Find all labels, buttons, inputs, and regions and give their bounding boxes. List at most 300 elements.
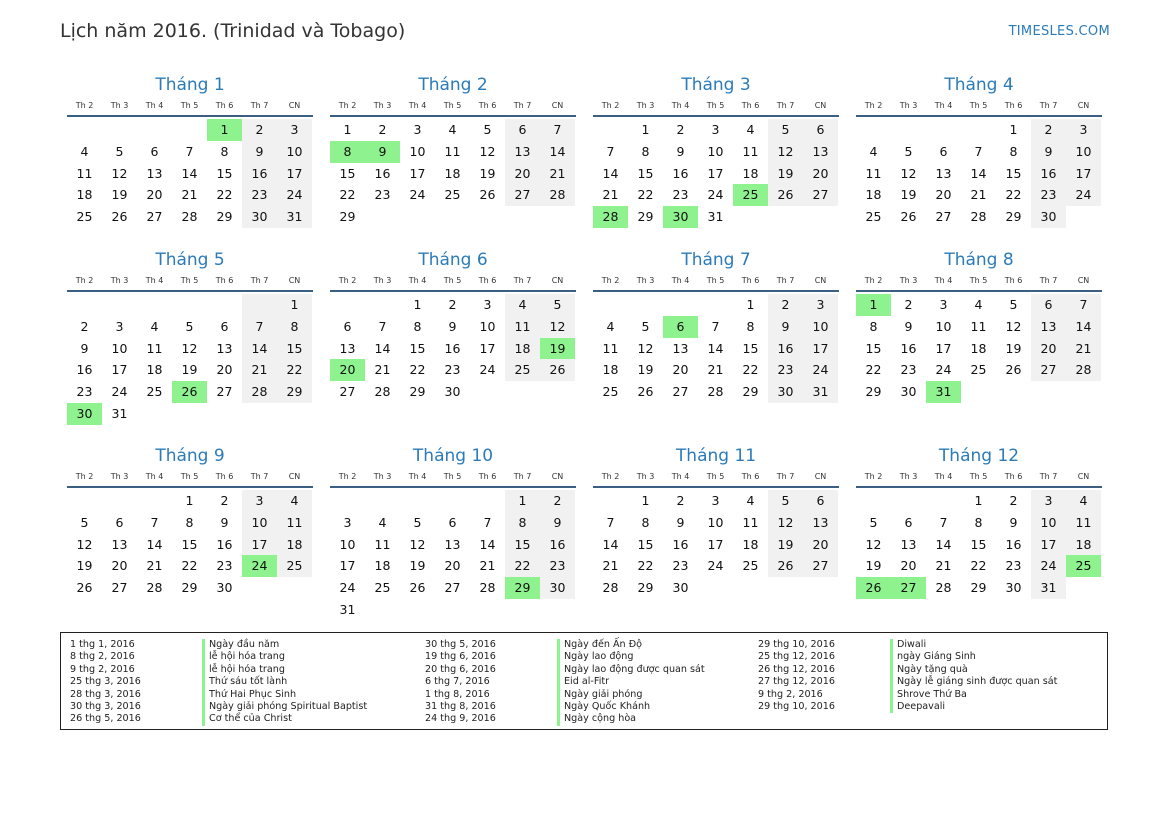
day-cell: 10 bbox=[707, 143, 724, 159]
day-cell: 26 bbox=[409, 580, 426, 596]
day-cell: 24 bbox=[339, 580, 356, 596]
day-grid bbox=[330, 294, 575, 403]
day-cell: 4 bbox=[746, 493, 755, 508]
day-cell: 20 bbox=[111, 558, 128, 574]
day-cell: 21 bbox=[540, 163, 575, 185]
day-cell: 23 bbox=[216, 558, 233, 574]
day-cell: 13 bbox=[339, 340, 356, 356]
weekday-label: Th 2 bbox=[864, 101, 883, 110]
empty-cell bbox=[67, 490, 102, 512]
day-cell: 8 bbox=[505, 512, 540, 534]
day-cell: 14 bbox=[602, 536, 619, 552]
day-cell: 28 bbox=[479, 580, 496, 596]
weekday-label: Th 2 bbox=[338, 472, 357, 481]
month-name: Tháng 7 bbox=[681, 250, 751, 270]
day-cell: 13 bbox=[216, 340, 233, 356]
holiday-date: 20 thg 6, 2016 bbox=[425, 663, 496, 675]
day-cell: 25 bbox=[733, 184, 768, 206]
day-cell: 23 bbox=[672, 558, 689, 574]
holiday-date: 31 thg 8, 2016 bbox=[425, 700, 496, 712]
day-cell: 23 bbox=[242, 184, 277, 206]
weekday-label: Th 5 bbox=[180, 472, 199, 481]
weekday-header bbox=[856, 468, 1102, 486]
day-cell: 3 bbox=[115, 318, 124, 334]
day-cell: 7 bbox=[540, 119, 575, 141]
legend-row bbox=[758, 701, 1057, 713]
empty-cell bbox=[242, 577, 277, 599]
empty-cell bbox=[593, 294, 628, 316]
day-cell: 21 bbox=[707, 362, 724, 378]
day-cell: 6 bbox=[904, 514, 913, 530]
holiday-name: Ngày lễ giáng sinh được quan sát bbox=[890, 676, 1057, 688]
weekday-label: CN bbox=[814, 276, 827, 285]
day-cell: 1 bbox=[974, 493, 983, 508]
empty-cell bbox=[365, 294, 400, 316]
day-grid bbox=[593, 119, 838, 228]
day-cell: 22 bbox=[970, 558, 987, 574]
empty-cell bbox=[137, 490, 172, 512]
day-cell: 19 bbox=[479, 165, 496, 181]
month-name: Tháng 2 bbox=[418, 75, 488, 95]
empty-cell bbox=[67, 294, 102, 316]
day-cell: 23 bbox=[444, 362, 461, 378]
day-cell: 28 bbox=[540, 184, 575, 206]
day-cell: 18 bbox=[865, 187, 882, 203]
day-cell: 7 bbox=[1066, 294, 1101, 316]
day-cell: 31 bbox=[926, 381, 961, 403]
day-cell: 21 bbox=[181, 187, 198, 203]
day-cell: 2 bbox=[80, 318, 89, 334]
day-cell: 27 bbox=[672, 384, 689, 400]
day-grid bbox=[330, 490, 575, 621]
weekday-label: Th 3 bbox=[373, 101, 392, 110]
day-cell: 16 bbox=[672, 165, 689, 181]
day-cell: 27 bbox=[935, 209, 952, 225]
holiday-date: 9 thg 2, 2016 bbox=[758, 688, 823, 700]
weekday-label: Th 2 bbox=[601, 101, 620, 110]
day-cell: 1 bbox=[185, 493, 194, 508]
weekday-label: Th 3 bbox=[899, 101, 918, 110]
day-cell: 26 bbox=[768, 555, 803, 577]
weekday-label: Th 4 bbox=[934, 472, 953, 481]
day-cell: 4 bbox=[869, 143, 878, 159]
empty-cell bbox=[470, 490, 505, 512]
day-cell: 11 bbox=[602, 340, 619, 356]
weekday-header bbox=[67, 468, 313, 486]
day-cell: 16 bbox=[540, 534, 575, 556]
day-cell: 28 bbox=[242, 381, 277, 403]
weekday-label: CN bbox=[288, 101, 301, 110]
day-cell: 3 bbox=[413, 122, 422, 137]
day-cell: 15 bbox=[339, 165, 356, 181]
day-grid bbox=[593, 490, 838, 599]
day-cell: 9 bbox=[904, 318, 913, 334]
day-cell: 8 bbox=[277, 316, 312, 338]
day-cell: 2 bbox=[242, 119, 277, 141]
day-cell: 8 bbox=[330, 141, 365, 163]
day-cell: 3 bbox=[1031, 490, 1066, 512]
holiday-date: 1 thg 1, 2016 bbox=[70, 639, 135, 650]
empty-cell bbox=[172, 294, 207, 316]
header-rule bbox=[330, 115, 576, 117]
weekday-label: Th 3 bbox=[899, 276, 918, 285]
day-cell: 17 bbox=[1031, 534, 1066, 556]
holiday-name: Ngày giải phóng Spiritual Baptist bbox=[202, 701, 367, 713]
day-cell: 13 bbox=[803, 141, 838, 163]
day-grid bbox=[856, 490, 1101, 599]
weekday-label: Th 2 bbox=[864, 472, 883, 481]
day-cell: 29 bbox=[505, 577, 540, 599]
day-cell: 25 bbox=[505, 359, 540, 381]
day-cell: 4 bbox=[277, 490, 312, 512]
legend-row bbox=[758, 664, 1057, 676]
day-cell: 21 bbox=[146, 558, 163, 574]
day-cell: 29 bbox=[409, 384, 426, 400]
day-cell: 3 bbox=[939, 297, 948, 312]
day-cell: 18 bbox=[277, 534, 312, 556]
day-cell: 6 bbox=[150, 143, 159, 159]
weekday-label: Th 7 bbox=[513, 101, 532, 110]
day-cell: 19 bbox=[900, 187, 917, 203]
day-cell: 8 bbox=[185, 514, 194, 530]
empty-cell bbox=[365, 599, 400, 621]
holiday-name: Ngày Quốc Khánh bbox=[557, 701, 650, 713]
weekday-label: CN bbox=[1077, 276, 1090, 285]
holiday-date: 30 thg 5, 2016 bbox=[425, 639, 496, 650]
weekday-label: Th 4 bbox=[671, 101, 690, 110]
day-cell: 8 bbox=[974, 514, 983, 530]
day-cell: 3 bbox=[483, 297, 492, 312]
day-grid bbox=[330, 119, 575, 228]
holiday-name: Eid al-Fitr bbox=[557, 676, 609, 688]
day-cell: 23 bbox=[672, 187, 689, 203]
day-cell: 13 bbox=[672, 340, 689, 356]
empty-cell bbox=[470, 599, 505, 621]
day-cell: 27 bbox=[444, 580, 461, 596]
month-name: Tháng 12 bbox=[938, 446, 1020, 466]
weekday-label: Th 5 bbox=[180, 276, 199, 285]
day-cell: 26 bbox=[900, 209, 917, 225]
month-block bbox=[67, 73, 313, 228]
day-cell: 13 bbox=[505, 141, 540, 163]
weekday-label: Th 6 bbox=[1004, 101, 1023, 110]
day-cell: 16 bbox=[374, 165, 391, 181]
day-cell: 15 bbox=[1005, 165, 1022, 181]
day-cell: 19 bbox=[111, 187, 128, 203]
header-rule bbox=[856, 486, 1102, 488]
weekday-label: Th 4 bbox=[671, 472, 690, 481]
weekday-label: Th 6 bbox=[741, 101, 760, 110]
weekday-label: Th 2 bbox=[601, 276, 620, 285]
weekday-label: Th 5 bbox=[443, 472, 462, 481]
month-block bbox=[593, 248, 839, 403]
day-cell: 16 bbox=[672, 536, 689, 552]
weekday-label: Th 4 bbox=[408, 101, 427, 110]
weekday-label: Th 6 bbox=[1004, 276, 1023, 285]
day-cell: 4 bbox=[974, 297, 983, 312]
empty-cell bbox=[102, 119, 137, 141]
day-grid bbox=[856, 294, 1101, 403]
legend-row bbox=[70, 713, 367, 725]
weekday-label: CN bbox=[1077, 472, 1090, 481]
month-name: Tháng 4 bbox=[944, 75, 1014, 95]
day-cell: 10 bbox=[409, 143, 426, 159]
day-cell: 18 bbox=[374, 558, 391, 574]
day-cell: 20 bbox=[803, 534, 838, 556]
day-cell: 6 bbox=[939, 143, 948, 159]
day-cell: 31 bbox=[339, 601, 356, 617]
day-cell: 26 bbox=[768, 184, 803, 206]
day-cell: 17 bbox=[242, 534, 277, 556]
day-cell: 24 bbox=[242, 555, 277, 577]
month-block bbox=[593, 73, 839, 228]
weekday-label: Th 6 bbox=[215, 472, 234, 481]
holiday-date: 26 thg 12, 2016 bbox=[758, 663, 835, 675]
day-cell: 4 bbox=[505, 294, 540, 316]
day-cell: 6 bbox=[220, 318, 229, 334]
weekday-label: Th 5 bbox=[969, 276, 988, 285]
header-rule bbox=[593, 290, 839, 292]
day-cell: 14 bbox=[146, 536, 163, 552]
weekday-label: Th 4 bbox=[934, 101, 953, 110]
day-cell: 7 bbox=[939, 514, 948, 530]
day-cell: 17 bbox=[803, 338, 838, 360]
day-cell: 24 bbox=[479, 362, 496, 378]
empty-cell bbox=[1066, 381, 1101, 403]
month-name: Tháng 9 bbox=[155, 446, 225, 466]
weekday-label: Th 5 bbox=[180, 101, 199, 110]
holiday-name: Ngày tặng quà bbox=[890, 664, 968, 676]
weekday-label: Th 4 bbox=[145, 276, 164, 285]
day-cell: 15 bbox=[505, 534, 540, 556]
day-cell: 8 bbox=[641, 143, 650, 159]
day-cell: 14 bbox=[540, 141, 575, 163]
day-cell: 25 bbox=[742, 558, 759, 574]
day-cell: 4 bbox=[606, 318, 615, 334]
empty-cell bbox=[961, 381, 996, 403]
legend-column bbox=[425, 639, 705, 726]
day-cell: 4 bbox=[378, 514, 387, 530]
day-cell: 14 bbox=[935, 536, 952, 552]
day-cell: 17 bbox=[1066, 163, 1101, 185]
day-cell: 19 bbox=[865, 558, 882, 574]
day-cell: 14 bbox=[602, 165, 619, 181]
day-cell: 6 bbox=[448, 514, 457, 530]
weekday-label: Th 4 bbox=[145, 101, 164, 110]
day-cell: 21 bbox=[935, 558, 952, 574]
day-cell: 9 bbox=[1031, 141, 1066, 163]
month-block bbox=[330, 444, 576, 621]
day-cell: 21 bbox=[602, 187, 619, 203]
empty-cell bbox=[102, 294, 137, 316]
weekday-label: Th 3 bbox=[110, 472, 129, 481]
day-cell: 12 bbox=[768, 141, 803, 163]
day-cell: 12 bbox=[76, 536, 93, 552]
day-cell: 8 bbox=[1009, 143, 1018, 159]
day-cell: 16 bbox=[216, 536, 233, 552]
day-cell: 26 bbox=[1005, 362, 1022, 378]
legend-row bbox=[70, 689, 367, 701]
day-cell: 22 bbox=[339, 187, 356, 203]
weekday-header bbox=[593, 97, 839, 115]
empty-cell bbox=[102, 490, 137, 512]
day-cell: 10 bbox=[707, 514, 724, 530]
day-cell: 14 bbox=[479, 536, 496, 552]
day-cell: 5 bbox=[185, 318, 194, 334]
weekday-label: Th 4 bbox=[408, 472, 427, 481]
weekday-header bbox=[330, 272, 576, 290]
legend-row bbox=[70, 701, 367, 713]
empty-cell bbox=[663, 294, 698, 316]
day-cell: 7 bbox=[185, 143, 194, 159]
day-cell: 27 bbox=[146, 209, 163, 225]
holiday-date: 29 thg 10, 2016 bbox=[758, 639, 835, 650]
empty-cell bbox=[365, 206, 400, 228]
day-cell: 18 bbox=[444, 165, 461, 181]
weekday-label: Th 5 bbox=[443, 101, 462, 110]
day-cell: 9 bbox=[80, 340, 89, 356]
day-cell: 16 bbox=[1031, 163, 1066, 185]
day-cell: 28 bbox=[593, 206, 628, 228]
day-cell: 5 bbox=[540, 294, 575, 316]
day-cell: 1 bbox=[641, 493, 650, 508]
weekday-label: Th 2 bbox=[338, 276, 357, 285]
weekday-label: CN bbox=[814, 101, 827, 110]
day-cell: 20 bbox=[216, 362, 233, 378]
month-name: Tháng 1 bbox=[155, 75, 225, 95]
legend-row bbox=[758, 676, 1057, 688]
empty-cell bbox=[137, 403, 172, 425]
legend-row bbox=[758, 639, 1057, 651]
empty-cell bbox=[856, 119, 891, 141]
day-grid bbox=[67, 490, 312, 599]
empty-cell bbox=[733, 577, 768, 599]
day-cell: 26 bbox=[76, 580, 93, 596]
weekday-header bbox=[67, 97, 313, 115]
empty-cell bbox=[891, 490, 926, 512]
day-cell: 3 bbox=[242, 490, 277, 512]
weekday-label: Th 7 bbox=[776, 472, 795, 481]
holiday-date: 9 thg 2, 2016 bbox=[70, 663, 135, 675]
empty-cell bbox=[400, 206, 435, 228]
day-cell: 20 bbox=[1031, 338, 1066, 360]
header-rule bbox=[593, 115, 839, 117]
day-cell: 5 bbox=[641, 318, 650, 334]
day-cell: 17 bbox=[707, 165, 724, 181]
day-cell: 20 bbox=[935, 187, 952, 203]
empty-cell bbox=[505, 206, 540, 228]
weekday-header bbox=[856, 97, 1102, 115]
day-cell: 23 bbox=[1005, 558, 1022, 574]
day-cell: 15 bbox=[970, 536, 987, 552]
day-cell: 30 bbox=[672, 580, 689, 596]
day-cell: 11 bbox=[742, 514, 759, 530]
legend-row bbox=[70, 651, 367, 663]
day-cell: 9 bbox=[1009, 514, 1018, 530]
empty-cell bbox=[1066, 577, 1101, 599]
empty-cell bbox=[856, 490, 891, 512]
day-cell: 10 bbox=[935, 318, 952, 334]
month-name: Tháng 8 bbox=[944, 250, 1014, 270]
day-cell: 22 bbox=[637, 187, 654, 203]
weekday-label: Th 2 bbox=[864, 276, 883, 285]
day-cell: 16 bbox=[768, 338, 803, 360]
holiday-name: Diwali bbox=[890, 639, 926, 651]
day-cell: 17 bbox=[277, 163, 312, 185]
holiday-date: 28 thg 3, 2016 bbox=[70, 688, 141, 700]
day-cell: 27 bbox=[803, 555, 838, 577]
day-cell: 6 bbox=[505, 119, 540, 141]
day-cell: 22 bbox=[1005, 187, 1022, 203]
day-cell: 15 bbox=[742, 340, 759, 356]
day-cell: 19 bbox=[768, 163, 803, 185]
day-cell: 6 bbox=[343, 318, 352, 334]
weekday-label: Th 2 bbox=[601, 472, 620, 481]
day-cell: 18 bbox=[1066, 534, 1101, 556]
holiday-name: Ngày giải phóng bbox=[557, 689, 642, 701]
empty-cell bbox=[435, 599, 470, 621]
day-cell: 12 bbox=[1005, 318, 1022, 334]
weekday-label: CN bbox=[1077, 101, 1090, 110]
weekday-label: Th 7 bbox=[776, 276, 795, 285]
legend-row bbox=[425, 713, 705, 725]
day-cell: 3 bbox=[803, 294, 838, 316]
site-link[interactable]: TIMESLES.COM bbox=[1008, 24, 1110, 39]
day-cell: 13 bbox=[111, 536, 128, 552]
empty-cell bbox=[733, 206, 768, 228]
day-cell: 22 bbox=[505, 555, 540, 577]
empty-cell bbox=[768, 577, 803, 599]
day-cell: 20 bbox=[803, 163, 838, 185]
legend-row bbox=[425, 689, 705, 701]
weekday-label: CN bbox=[551, 101, 564, 110]
day-cell: 7 bbox=[606, 143, 615, 159]
legend-column bbox=[758, 639, 1057, 713]
day-cell: 4 bbox=[150, 318, 159, 334]
day-cell: 14 bbox=[181, 165, 198, 181]
day-cell: 21 bbox=[479, 558, 496, 574]
empty-cell bbox=[540, 206, 575, 228]
day-cell: 25 bbox=[444, 187, 461, 203]
empty-cell bbox=[540, 381, 575, 403]
holiday-name: Ngày lao động được quan sát bbox=[557, 664, 705, 676]
day-cell: 11 bbox=[865, 165, 882, 181]
day-cell: 22 bbox=[865, 362, 882, 378]
empty-cell bbox=[330, 294, 365, 316]
day-cell: 12 bbox=[865, 536, 882, 552]
day-cell: 2 bbox=[676, 493, 685, 508]
legend-row bbox=[758, 651, 1057, 663]
empty-cell bbox=[505, 599, 540, 621]
holiday-date: 30 thg 3, 2016 bbox=[70, 700, 141, 712]
day-cell: 29 bbox=[742, 384, 759, 400]
day-cell: 22 bbox=[277, 359, 312, 381]
day-cell: 10 bbox=[1031, 512, 1066, 534]
day-cell: 14 bbox=[242, 338, 277, 360]
empty-cell bbox=[137, 119, 172, 141]
day-cell: 6 bbox=[115, 514, 124, 530]
empty-cell bbox=[803, 577, 838, 599]
day-cell: 30 bbox=[242, 206, 277, 228]
day-cell: 10 bbox=[277, 141, 312, 163]
day-cell: 10 bbox=[1066, 141, 1101, 163]
weekday-label: Th 3 bbox=[636, 472, 655, 481]
empty-cell bbox=[242, 294, 277, 316]
day-cell: 2 bbox=[220, 493, 229, 508]
day-cell: 11 bbox=[444, 143, 461, 159]
day-cell: 11 bbox=[76, 165, 93, 181]
day-cell: 24 bbox=[935, 362, 952, 378]
